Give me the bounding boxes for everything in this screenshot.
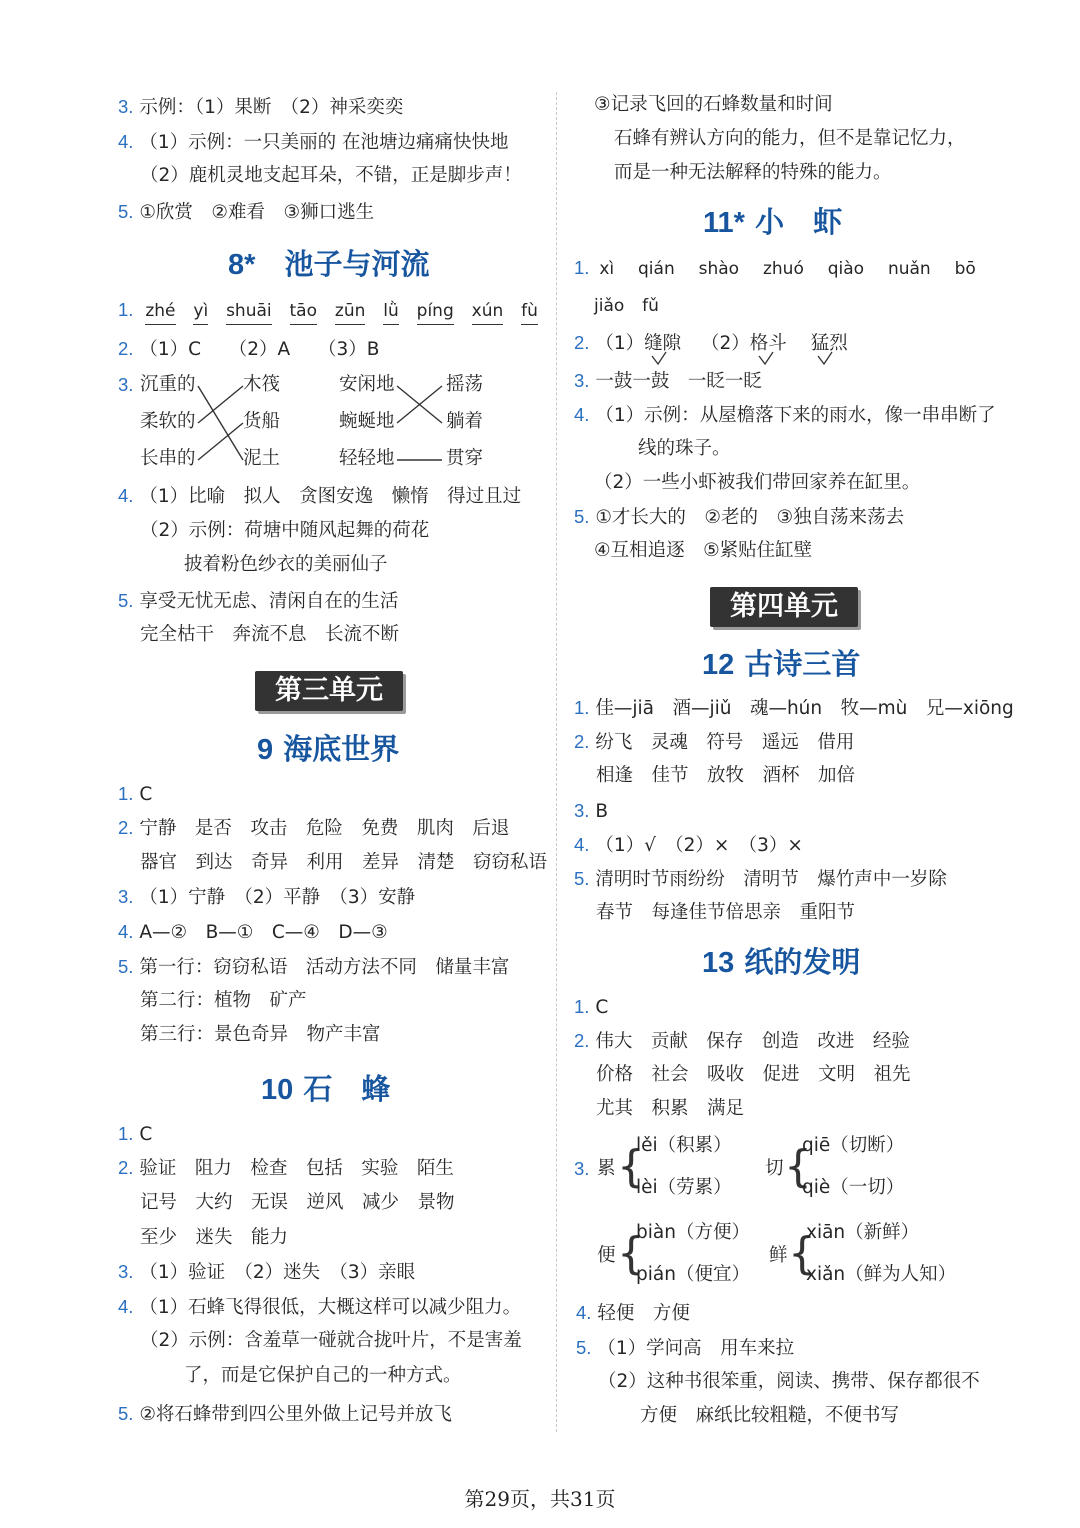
answer-text: 了，而是它保护自己的一种方式。 <box>184 1365 462 1386</box>
brace-icon: { <box>617 1228 645 1279</box>
answer-word: 缝隙 <box>644 333 682 354</box>
answer-line <box>574 798 608 825</box>
lesson-number: 11* <box>703 207 745 239</box>
answer-text: 线的珠子。 <box>638 438 731 459</box>
answer-text: （1）宁静 （2）平静 （3）安静 <box>139 887 416 908</box>
question-number: 2. <box>118 817 134 838</box>
answer-word: 猛烈 <box>810 333 848 354</box>
answer-line <box>640 1403 899 1429</box>
question-number: 5. <box>574 868 590 889</box>
answer-line <box>576 1335 794 1362</box>
answer-text: 方便 麻纸比较粗糙，不便书写 <box>640 1405 900 1426</box>
answer-text: C <box>139 1124 153 1145</box>
answer-line <box>574 866 947 893</box>
answer-text: 佳—jiā 酒—jiǔ 魂—hún 牧—mù 兄—xiōng <box>595 698 1014 719</box>
pinyin-answer: qián <box>638 259 675 279</box>
answer-line <box>574 832 803 859</box>
pinyin-answer: fù <box>521 298 538 325</box>
question-number: 5. <box>118 1403 134 1424</box>
polyphone-char: 便 <box>597 1245 616 1266</box>
question-number: 5. <box>118 590 134 611</box>
lesson-title: 纸的发明 <box>744 945 861 979</box>
answer-text: ②将石蜂带到四公里外做上记号并放飞 <box>139 1404 452 1425</box>
answer-text: （1）√ （2）× （3）× <box>595 835 803 856</box>
polyphone-reading: xiān（新鲜） <box>806 1222 920 1243</box>
pinyin-answer: xì <box>599 259 615 279</box>
pinyin-answer: xún <box>472 298 504 325</box>
lesson-number: 8* <box>228 249 256 281</box>
answer-text: （1）学问高 用车来拉 <box>597 1338 795 1359</box>
answer-text: 一鼓一鼓 一眨一眨 <box>595 371 762 392</box>
question-number: 3. <box>118 96 134 117</box>
question-number: 5. <box>576 1337 592 1358</box>
answer-text: 伟大 贡献 保存 创造 改进 经验 <box>595 1031 910 1052</box>
answer-text: 示例：（1）果断 （2）神采奕奕 <box>139 97 404 118</box>
answer-text: （2） <box>701 333 750 354</box>
answer-text: 器官 到达 奇异 利用 差异 清楚 窃窃私语 <box>140 852 548 873</box>
answer-text: 披着粉色纱衣的美丽仙子 <box>184 554 388 575</box>
pinyin-answer: zhuó <box>762 259 804 279</box>
question-number: 1. <box>574 996 590 1017</box>
match-right-word: 货船 <box>243 411 281 432</box>
lesson-title: 小 虾 <box>755 205 843 239</box>
answer-text: 纷飞 灵魂 符号 遥远 借用 <box>595 732 855 753</box>
pinyin-answer: nuǎn <box>887 259 931 279</box>
answer-text: （1）石蜂飞得很低，大概这样可以减少阻力。 <box>139 1297 522 1318</box>
question-number: 2. <box>574 731 590 752</box>
answer-line <box>574 994 608 1021</box>
answer-text: 享受无忧无虑、清闲自在的生活 <box>139 591 399 612</box>
pinyin-answer: lǜ <box>383 298 399 325</box>
answer-text: 春节 每逢佳节倍思亲 重阳节 <box>596 902 856 923</box>
question-number: 1. <box>574 697 590 718</box>
answer-text: （2）示例：荷塘中随风起舞的荷花 <box>140 520 430 541</box>
answer-text: 第二行：植物 矿产 <box>140 990 307 1011</box>
answer-text: A—② B—① C—④ D—③ <box>139 922 388 943</box>
check-mark <box>818 352 832 364</box>
answer-line <box>576 1300 690 1327</box>
polyphone-char: 累 <box>597 1158 616 1179</box>
brace-icon: { <box>617 1141 645 1192</box>
match-right-word: 木筏 <box>243 374 281 395</box>
lesson-heading <box>702 944 860 981</box>
answer-line <box>596 900 855 926</box>
pinyin-answer: tāo <box>290 298 317 325</box>
polyphone-reading: lèi（劳累） <box>636 1177 732 1198</box>
answer-text: 价格 社会 吸收 促进 文明 祖先 <box>596 1064 911 1085</box>
answer-text: （1）验证 （2）迷失 （3）亲眼 <box>139 1262 416 1283</box>
answer-text: 第三行：景色奇异 物产丰富 <box>140 1024 381 1045</box>
question-number: 4. <box>118 131 134 152</box>
match-right-word: 泥土 <box>243 448 281 469</box>
answer-text: ③记录飞回的石蜂数量和时间 <box>594 94 833 115</box>
answer-text: 石蜂有辨认方向的能力，但不是靠记忆力， <box>614 128 966 149</box>
answer-text: ④互相追逐 ⑤紧贴住缸壁 <box>594 540 813 561</box>
answer-line <box>596 1096 744 1122</box>
polyphone-reading: lěi（积累） <box>636 1135 732 1156</box>
pinyin-answer: shào <box>698 259 740 279</box>
question-number: 4. <box>118 485 134 506</box>
answer-line <box>574 729 854 756</box>
question-number: 4. <box>574 834 590 855</box>
question-number: 2. <box>574 332 590 353</box>
answer-line <box>574 1028 910 1055</box>
answer-line <box>596 1062 911 1088</box>
question-number: 1. <box>118 783 134 804</box>
answer-line <box>574 368 762 395</box>
pinyin-answer: zhé <box>145 298 175 325</box>
pinyin-answer: píng <box>417 298 454 325</box>
question-number: 1. <box>574 257 590 278</box>
pinyin-answer: zūn <box>335 298 365 325</box>
page-footer: 第29页，共31页 <box>464 1487 616 1511</box>
question-number: 1. <box>118 299 134 320</box>
answer-line <box>638 436 731 462</box>
match-left-word: 沉重的 <box>140 374 196 395</box>
unit-banner: 第四单元 <box>710 587 858 627</box>
question-number: 3. <box>574 800 590 821</box>
question-number: 2. <box>118 1157 134 1178</box>
lesson-number: 12 <box>702 649 735 681</box>
polyphone-char: 切 <box>765 1158 784 1179</box>
answer-text: 轻便 方便 <box>597 1303 690 1324</box>
answer-text: 记号 大约 无误 逆风 减少 景物 <box>140 1192 455 1213</box>
lesson-number: 10 <box>261 1074 294 1106</box>
pinyin-answer: jiǎo <box>594 296 625 316</box>
answer-line <box>596 763 855 789</box>
answer-text: （2）示例：含羞草一碰就合拢叶片，不是害羞 <box>140 1330 522 1351</box>
question-number: 4. <box>118 921 134 942</box>
answer-text: （2）这种书很笨重，阅读、携带、保存都很不 <box>598 1371 980 1392</box>
lesson-number: 13 <box>702 947 735 979</box>
lesson-title: 海底世界 <box>283 732 400 766</box>
answer-text: 宁静 是否 攻击 危险 免费 肌肉 后退 <box>139 818 510 839</box>
answer-line <box>574 695 1014 722</box>
check-mark <box>759 352 773 364</box>
lesson-title: 石 蜂 <box>303 1072 391 1106</box>
match-right-word: 躺着 <box>446 411 484 432</box>
polyphone-reading: qiè（一切） <box>802 1177 905 1198</box>
answer-text: 验证 阻力 检查 包括 实验 陌生 <box>139 1158 454 1179</box>
pinyin-answer: bō <box>954 259 976 279</box>
pinyin-answer: shuāi <box>226 298 272 325</box>
answer-text: C <box>139 784 153 805</box>
lesson-title: 池子与河流 <box>284 247 430 281</box>
question-number: 2. <box>574 1030 590 1051</box>
answer-line <box>574 402 996 429</box>
answer-text: 清明时节雨纷纷 清明节 爆竹声中一岁除 <box>595 869 947 890</box>
match-left-word: 蜿蜒地 <box>339 411 395 432</box>
match-left-word: 长串的 <box>140 448 196 469</box>
match-right-word: 摇荡 <box>446 374 484 395</box>
question-number: 2. <box>118 338 134 359</box>
answer-text: ①欣赏 ②难看 ③狮口逃生 <box>139 202 375 223</box>
question-number <box>574 1156 589 1183</box>
answer-word: 格斗 <box>749 333 787 354</box>
answer-text: （1） <box>595 333 645 354</box>
answer-text: 至少 迷失 能力 <box>140 1227 289 1248</box>
match-right-word: 贯穿 <box>446 448 484 469</box>
check-mark <box>652 352 666 364</box>
answer-line <box>594 538 812 564</box>
brace-icon: { <box>788 1228 816 1279</box>
polyphone-reading: biàn（方便） <box>636 1222 750 1243</box>
polyphone-reading: pián（便宜） <box>636 1264 750 1285</box>
answer-text: 完全枯干 奔流不息 长流不断 <box>140 624 400 645</box>
polyphone-char: 鲜 <box>769 1245 788 1266</box>
brace-icon: { <box>784 1141 812 1192</box>
unit-banner: 第三单元 <box>255 671 403 711</box>
polyphone-reading: qiē（切断） <box>802 1135 905 1156</box>
answer-text: ①才长大的 ②老的 ③独自荡来荡去 <box>595 507 905 528</box>
question-number: 4. <box>118 1296 134 1317</box>
lesson-number: 9 <box>257 734 274 766</box>
pinyin-answer: yì <box>193 298 208 325</box>
answer-text: （1）示例：从屋檐落下来的雨水，像一串串断了 <box>595 405 996 426</box>
question-number: 4. <box>574 404 590 425</box>
answer-line <box>574 504 904 531</box>
answer-line <box>594 470 920 496</box>
answer-text: 尤其 积累 满足 <box>596 1098 745 1119</box>
answer-text: 相逢 佳节 放牧 酒杯 加倍 <box>596 765 856 786</box>
question-number: 5. <box>118 201 134 222</box>
question-number: 4. <box>576 1302 592 1323</box>
question-number: 5. <box>574 506 590 527</box>
question-number: 5. <box>118 956 134 977</box>
answer-text: （1）比喻 拟人 贪图安逸 懒惰 得过且过 <box>139 486 522 507</box>
question-number-label: 3. <box>118 374 134 395</box>
pinyin-answer: fǔ <box>642 296 659 316</box>
match-left-word: 柔软的 <box>140 411 196 432</box>
answer-text: B <box>595 801 609 822</box>
question-number: 3. <box>574 370 590 391</box>
answer-text: C <box>595 997 609 1018</box>
match-left-word: 安闲地 <box>339 374 395 395</box>
match-left-word: 轻轻地 <box>339 448 395 469</box>
answer-text: 第一行：窃窃私语 活动方法不同 储量丰富 <box>139 957 510 978</box>
question-number: 1. <box>118 1123 134 1144</box>
answer-line <box>598 1369 980 1395</box>
lesson-title: 古诗三首 <box>744 647 861 681</box>
answer-text: （2）鹿机灵地支起耳朵，不错，正是脚步声！ <box>140 165 522 186</box>
question-number: 3. <box>118 886 134 907</box>
answer-text: （1）示例：一只美丽的 在池塘边痛痛快快地 <box>139 132 509 153</box>
lesson-heading <box>702 646 860 683</box>
answer-text: （1）C （2）A （3）B <box>139 339 380 360</box>
question-number-label: 3. <box>574 1158 590 1179</box>
question-number: 3. <box>118 1261 134 1282</box>
answer-text: 而是一种无法解释的特殊的能力。 <box>614 162 892 183</box>
pinyin-answer: qiào <box>827 259 865 279</box>
answer-text: （2）一些小虾被我们带回家养在缸里。 <box>594 472 921 493</box>
polyphone-reading: xiǎn（鲜为人知） <box>806 1264 957 1285</box>
